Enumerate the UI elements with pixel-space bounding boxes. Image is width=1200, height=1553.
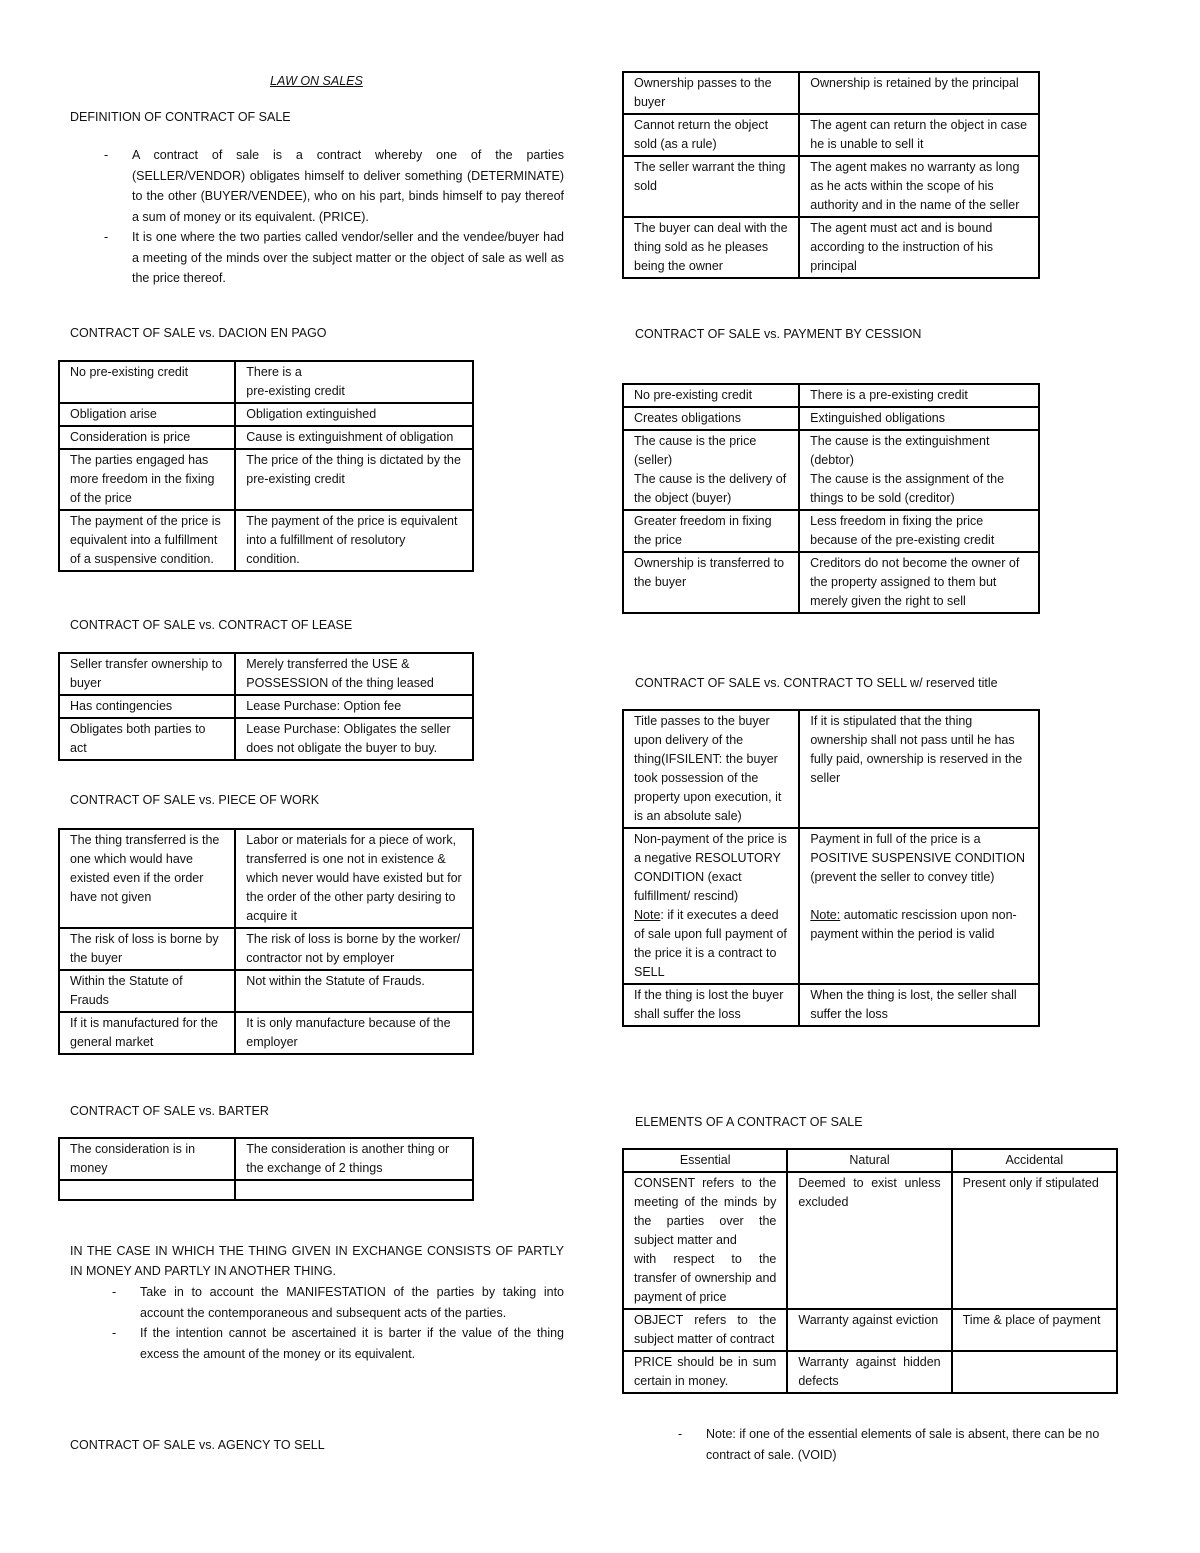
table-row: The risk of loss is borne by the buyer The risk of loss is borne by the worker/ contractor not by employer <box>59 928 473 970</box>
barter-heading: CONTRACT OF SALE vs. BARTER <box>70 1104 269 1118</box>
table-row: Creates obligations Extinguished obligations <box>623 407 1039 430</box>
dacion-table <box>58 360 474 572</box>
table-row: The cause is the price (seller) The cause is the delivery of the object (buyer) The cause is the extinguishment (debtor) The cause is the assignment of the things to be sold (creditor) <box>623 430 1039 510</box>
table-row: Ownership is transferred to the buyer Creditors do not become the owner of the property assigned to them but merely given the right to sell <box>623 552 1039 613</box>
dash-icon: - <box>104 148 109 162</box>
list-item: - If the intention cannot be ascertained it is barter if the value of the thing excess the amount of the money or its equivalent. <box>140 1323 564 1364</box>
elements-table <box>622 1148 1118 1394</box>
work-table <box>58 828 474 1055</box>
elements-heading: ELEMENTS OF A CONTRACT OF SALE <box>635 1115 863 1129</box>
elements-note-list <box>678 1424 1130 1465</box>
table-row: Obligation arise Obligation extinguished <box>59 403 473 426</box>
barter-table <box>58 1137 474 1201</box>
agency-heading: CONTRACT OF SALE vs. AGENCY TO SELL <box>70 1438 325 1452</box>
table-row: No pre-existing credit There is a pre-existing credit <box>59 361 473 403</box>
table-row: Obligates both parties to act Lease Purchase: Obligates the seller does not obligate the buyer to buy. <box>59 718 473 760</box>
definition-heading: DEFINITION OF CONTRACT OF SALE <box>70 110 291 124</box>
table-header-row: Essential Natural Accidental <box>623 1149 1117 1172</box>
table-row: PRICE should be in sum certain in money. Warranty against hidden defects <box>623 1351 1117 1393</box>
table-row: Title passes to the buyer upon delivery of the thing(IFSILENT: the buyer took possession of the property upon execution, it is an absolute sale) If it is stipulated that the thing ownership shall not pass until he has fully paid, ownership is reserved in the seller <box>623 710 1039 828</box>
table-row: Consideration is price Cause is extinguishment of obligation <box>59 426 473 449</box>
dash-icon: - <box>678 1427 683 1441</box>
table-row: OBJECT refers to the subject matter of contract Warranty against eviction Time & place of payment <box>623 1309 1117 1351</box>
reserved-table <box>622 709 1040 1027</box>
table-row: The thing transferred is the one which would have existed even if the order have not given Labor or materials for a piece of work, transferred is one not in existence & which never would have existed but for the order of the other party desiring to acquire it <box>59 829 473 928</box>
table-row <box>59 1180 473 1200</box>
list-item: - A contract of sale is a contract whereby one of the parties (SELLER/VENDOR) obligates himself to deliver something (DETERMINATE) to the other (BUYER/VENDEE), who on his part, binds himself to pay thereof a sum of money or its equivalent. (PRICE). <box>132 145 564 227</box>
list-item: - It is one where the two parties called vendor/seller and the vendee/buyer had a meeting of the minds over the subject matter or the object of sale as well as the price thereof. <box>132 227 564 289</box>
mixed-list <box>112 1282 564 1364</box>
work-heading: CONTRACT OF SALE vs. PIECE OF WORK <box>70 793 320 807</box>
list-item: - Note: if one of the essential elements of sale is absent, there can be no contract of sale. (VOID) <box>706 1424 1130 1465</box>
table-row: No pre-existing credit There is a pre-existing credit <box>623 384 1039 407</box>
table-row: The buyer can deal with the thing sold as he pleases being the owner The agent must act and is bound according to the instruction of his principal <box>623 217 1039 278</box>
cession-heading: CONTRACT OF SALE vs. PAYMENT BY CESSION <box>635 327 922 341</box>
table-row: The consideration is in money The consideration is another thing or the exchange of 2 things <box>59 1138 473 1180</box>
table-row: The parties engaged has more freedom in the fixing of the price The price of the thing is dictated by the pre-existing credit <box>59 449 473 510</box>
page-title: LAW ON SALES <box>270 74 363 88</box>
table-row: CONSENT refers to the meeting of the minds by the parties over the subject matter and with respect to the transfer of ownership and payment of price Deemed to exist unless excluded Present only if stipulated <box>623 1172 1117 1309</box>
table-row: The payment of the price is equivalent into a fulfillment of a suspensive condition. The payment of the price is equivalent into a fulfillment of resolutory condition. <box>59 510 473 571</box>
definition-list <box>104 145 564 289</box>
table-row: Greater freedom in fixing the price Less freedom in fixing the price because of the pre-existing credit <box>623 510 1039 552</box>
table-row: Within the Statute of Frauds Not within the Statute of Frauds. <box>59 970 473 1012</box>
dash-icon: - <box>112 1326 117 1340</box>
table-row: Has contingencies Lease Purchase: Option fee <box>59 695 473 718</box>
cession-table <box>622 383 1040 614</box>
table-row: Ownership passes to the buyer Ownership is retained by the principal <box>623 72 1039 114</box>
agency-table <box>622 71 1040 279</box>
lease-table <box>58 652 474 761</box>
table-row: Seller transfer ownership to buyer Merely transferred the USE & POSSESSION of the thing leased <box>59 653 473 695</box>
list-item: - Take in to account the MANIFESTATION of the parties by taking into account the contemporaneous and subsequent acts of the parties. <box>140 1282 564 1323</box>
table-row: Non-payment of the price is a negative RESOLUTORY CONDITION (exact fulfillment/ rescind) Note: if it executes a deed of sale upon full payment of the price it is a contract to SELL Payment in full of the price is a POSITIVE SUSPENSIVE CONDITION (prevent the seller to convey title) Note: automatic rescission upon non-payment within the period is valid <box>623 828 1039 984</box>
dacion-heading: CONTRACT OF SALE vs. DACION EN PAGO <box>70 326 327 340</box>
lease-heading: CONTRACT OF SALE vs. CONTRACT OF LEASE <box>70 618 353 632</box>
mixed-heading: IN THE CASE IN WHICH THE THING GIVEN IN EXCHANGE CONSISTS OF PARTLY IN MONEY AND PARTLY IN ANOTHER THING. <box>70 1244 564 1278</box>
dash-icon: - <box>112 1285 117 1299</box>
table-row: The seller warrant the thing sold The agent makes no warranty as long as he acts within the scope of his authority and in the name of the seller <box>623 156 1039 217</box>
table-row: Cannot return the object sold (as a rule) The agent can return the object in case he is unable to sell it <box>623 114 1039 156</box>
dash-icon: - <box>104 230 109 244</box>
table-row: If the thing is lost the buyer shall suffer the loss When the thing is lost, the seller shall suffer the loss <box>623 984 1039 1026</box>
table-row: If it is manufactured for the general market It is only manufacture because of the employer <box>59 1012 473 1054</box>
reserved-heading: CONTRACT OF SALE vs. CONTRACT TO SELL w/ reserved title <box>635 676 998 690</box>
